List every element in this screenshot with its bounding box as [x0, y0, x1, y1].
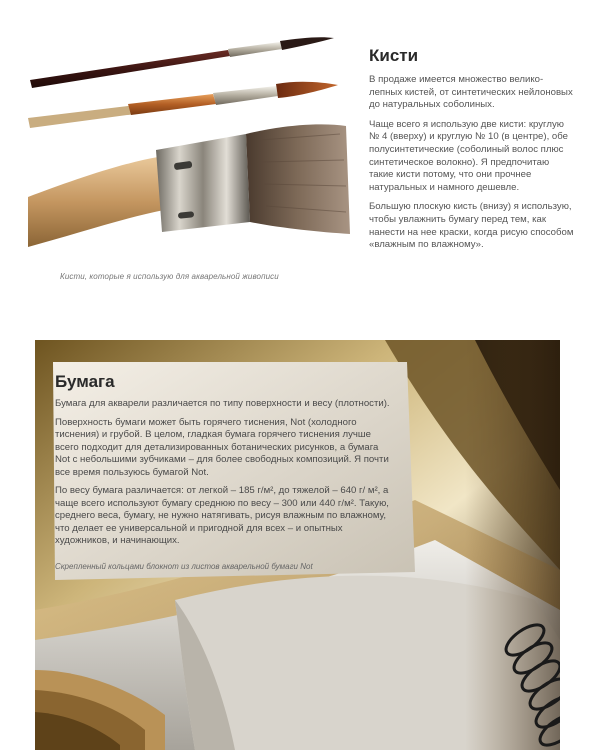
brushes-text-column	[369, 46, 574, 259]
paper-caption: Скрепленный кольцами блокнот из листов акварельной бумаги Not	[55, 562, 313, 571]
brushes-paragraph-3: Большую плоскую кисть (внизу) я использую, чтобы увлажнить бумагу перед тем, как нанести на нее краски, когда рисую способом «влажным по влажному».	[369, 201, 574, 251]
brushes-caption: Кисти, которые я использую для акварельной живописи	[60, 272, 279, 281]
paper-paragraph-2: Поверхность бумаги может быть горячего тиснения, Not (холодного тиснения) и грубой. В целом, гладкая бумага горячего тиснения лучше всего подходит для детализированных ботанических рисунков, а бумага Not с небольшими зубчиками – для более свободных композиций. Я почти все время пользуюсь бумагой Not.	[55, 416, 389, 478]
paper-paragraph-3: По весу бумага различается: от легкой – 185 г/м², до тяжелой – 640 г/ м², а чаще всего используют бумагу среднюю по весу – 300 или 440 г/м². Такую, среднего веса, бумагу, не нужно натягивать, рисуя влажным по влажному, что делает ее универсальной и пригодной для всех – и опытных художников, и начинающих.	[55, 485, 389, 546]
brushes-paragraph-1: В продаже имеется множество велико-лепных кистей, от синтетических нейлоновых до натуральных соболиных.	[369, 74, 573, 111]
paper-title: Бумага	[55, 372, 115, 391]
round-brush-10	[28, 82, 338, 128]
brushes-illustration	[28, 22, 358, 267]
brushes-paragraph-2: Чаще всего я использую две кисти: круглую № 4 (вверху) и круглую № 10 (в центре), обе полусинтетические (соболиный волос плюс синтетическое волокно). Я предпочитаю такие кисти потому, что они прочнее натуральных и намного дешевле.	[369, 118, 568, 193]
brushes-title: Кисти	[369, 46, 419, 65]
paper-paragraph-1: Бумага для акварели различается по типу поверхности и весу (плотности).	[55, 398, 390, 409]
flat-brush	[28, 124, 350, 247]
round-brush-4	[30, 37, 334, 88]
paper-text-block	[55, 372, 393, 554]
